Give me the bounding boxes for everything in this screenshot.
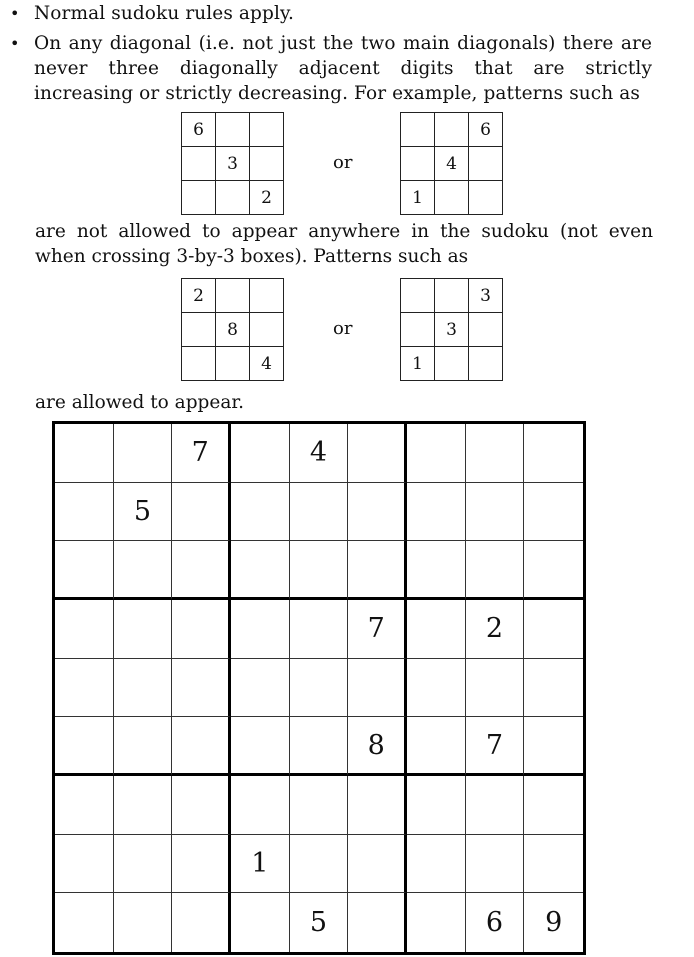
example-cell: 4 — [435, 147, 469, 181]
example-cell — [216, 279, 250, 313]
example-cell — [401, 113, 435, 147]
sudoku-cell-r1c7[interactable] — [407, 424, 466, 483]
example-row — [182, 113, 284, 147]
example-cell — [250, 313, 284, 347]
example-cell — [250, 147, 284, 181]
example-cell — [250, 113, 284, 147]
sudoku-cell-r3c1[interactable] — [55, 541, 114, 600]
sudoku-cell-r1c4[interactable] — [231, 424, 290, 483]
sudoku-cell-r3c2[interactable] — [114, 541, 173, 600]
example-cell — [435, 113, 469, 147]
example-cell — [435, 279, 469, 313]
sudoku-cell-r3c7[interactable] — [407, 541, 466, 600]
example-cell — [401, 313, 435, 347]
sudoku-cell-r8c6[interactable] — [348, 835, 407, 894]
sudoku-cell-r1c8[interactable] — [466, 424, 525, 483]
sudoku-cell-r3c4[interactable] — [231, 541, 290, 600]
not-allowed-text: are not allowed to appear anywhere in the sudoku (not even when crossing 3-by-3 boxes). Patterns such as — [35, 221, 653, 267]
example-cell: 8 — [216, 313, 250, 347]
example-row — [182, 181, 284, 215]
rule-text: Normal sudoku rules apply. — [34, 3, 295, 24]
example-row — [182, 279, 284, 313]
sudoku-cell-r6c5[interactable] — [290, 717, 349, 776]
sudoku-cell-r7c5[interactable] — [290, 776, 349, 835]
sudoku-cell-r7c7[interactable] — [407, 776, 466, 835]
sudoku-cell-r4c3[interactable] — [172, 600, 231, 659]
sudoku-cell-r2c5[interactable] — [290, 483, 349, 542]
sudoku-cell-r8c3[interactable] — [172, 835, 231, 894]
sudoku-cell-r3c6[interactable] — [348, 541, 407, 600]
example-cell: 6 — [182, 113, 216, 147]
sudoku-cell-r2c8[interactable] — [466, 483, 525, 542]
sudoku-cell-r1c1[interactable] — [55, 424, 114, 483]
sudoku-cell-r2c2[interactable]: 5 — [114, 483, 173, 542]
sudoku-cell-r2c3[interactable] — [172, 483, 231, 542]
example-cell — [469, 147, 503, 181]
sudoku-cell-r1c6[interactable] — [348, 424, 407, 483]
sudoku-cell-r2c1[interactable] — [55, 483, 114, 542]
sudoku-cell-r1c5[interactable]: 4 — [290, 424, 349, 483]
sudoku-cell-r6c4[interactable] — [231, 717, 290, 776]
example-cell — [182, 181, 216, 215]
sudoku-cell-r4c7[interactable] — [407, 600, 466, 659]
sudoku-cell-r4c5[interactable] — [290, 600, 349, 659]
sudoku-cell-r8c7[interactable] — [407, 835, 466, 894]
example-cell: 1 — [401, 181, 435, 215]
sudoku-cell-r1c2[interactable] — [114, 424, 173, 483]
example-row — [401, 181, 503, 215]
sudoku-cell-r7c1[interactable] — [55, 776, 114, 835]
sudoku-cell-r2c6[interactable] — [348, 483, 407, 542]
example-cell: 3 — [469, 279, 503, 313]
sudoku-cell-r9c9[interactable]: 9 — [545, 907, 563, 939]
example-cell: 1 — [401, 347, 435, 381]
example-allowed-1 — [181, 278, 284, 381]
sudoku-cell-r6c7[interactable] — [407, 717, 466, 776]
sudoku-cell-r9c1[interactable] — [55, 893, 114, 952]
sudoku-cell-r4c2[interactable] — [114, 600, 173, 659]
sudoku-cell-r5c7[interactable] — [407, 659, 466, 718]
sudoku-cell-r7c3[interactable] — [172, 776, 231, 835]
sudoku-cell-r8c5[interactable] — [290, 835, 349, 894]
sudoku-cell-r5c5[interactable] — [290, 659, 349, 718]
allowed-text: are allowed to appear. — [35, 392, 245, 413]
or-label: or — [333, 152, 353, 173]
sudoku-cell-r5c8[interactable] — [466, 659, 525, 718]
sudoku-cell-r6c8[interactable]: 7 — [466, 717, 525, 776]
sudoku-cell-r5c2[interactable] — [114, 659, 173, 718]
sudoku-cell-r1c9[interactable] — [524, 424, 583, 483]
example-cell: 3 — [216, 147, 250, 181]
example-cell — [182, 313, 216, 347]
sudoku-cell-r9c4[interactable] — [231, 893, 290, 952]
sudoku-cell-r4c8[interactable]: 2 — [466, 600, 525, 659]
sudoku-cell-r6c6[interactable]: 8 — [348, 717, 407, 776]
sudoku-cell-r9c2[interactable] — [114, 893, 173, 952]
example-row — [401, 347, 503, 381]
example-cell — [216, 181, 250, 215]
example-cell — [250, 279, 284, 313]
example-cell — [435, 181, 469, 215]
sudoku-cell-r7c9[interactable] — [524, 776, 583, 835]
or-label: or — [333, 318, 353, 339]
sudoku-cell-r9c6[interactable] — [348, 893, 407, 952]
sudoku-cell-r9c7[interactable] — [407, 893, 466, 952]
sudoku-cell-r3c9[interactable] — [524, 541, 583, 600]
sudoku-cell-r5c4[interactable] — [231, 659, 290, 718]
sudoku-cell-r9c8[interactable]: 6 — [466, 893, 525, 952]
sudoku-cell-r2c7[interactable] — [407, 483, 466, 542]
sudoku-cell-r7c2[interactable] — [114, 776, 173, 835]
example-cell — [435, 347, 469, 381]
sudoku-cell-r6c1[interactable] — [55, 717, 114, 776]
sudoku-cell-r5c9[interactable] — [524, 659, 583, 718]
bullet-icon: • — [10, 34, 20, 53]
sudoku-cell-r5c3[interactable] — [172, 659, 231, 718]
sudoku-cell-r4c1[interactable] — [55, 600, 114, 659]
example-cell — [216, 347, 250, 381]
example-cell: 2 — [250, 181, 284, 215]
sudoku-cell-r4c9[interactable] — [524, 600, 583, 659]
sudoku-cell-r9c5[interactable]: 5 — [290, 893, 349, 952]
sudoku-cell-r8c8[interactable] — [466, 835, 525, 894]
sudoku-cell-r7c6[interactable] — [348, 776, 407, 835]
example-not-allowed-2 — [400, 112, 503, 215]
sudoku-cell-r4c4[interactable] — [231, 600, 290, 659]
example-row — [401, 147, 503, 181]
example-cell — [469, 347, 503, 381]
example-cell — [401, 147, 435, 181]
example-cell: 6 — [469, 113, 503, 147]
bullet-icon: • — [10, 4, 20, 23]
sudoku-cell-r8c9[interactable] — [524, 835, 583, 894]
sudoku-cell-r8c4[interactable]: 1 — [231, 835, 290, 894]
sudoku-cell-r6c2[interactable] — [114, 717, 173, 776]
sudoku-cell-r6c9[interactable] — [524, 717, 583, 776]
sudoku-cell-r3c3[interactable] — [172, 541, 231, 600]
example-cell: 4 — [250, 347, 284, 381]
example-cell — [216, 113, 250, 147]
example-cell — [182, 347, 216, 381]
sudoku-cell-r4c6[interactable]: 7 — [348, 600, 407, 659]
sudoku-cell-r5c6[interactable] — [348, 659, 407, 718]
example-row — [401, 113, 503, 147]
rule-item — [10, 1, 294, 26]
example-allowed-2 — [400, 278, 503, 381]
sudoku-cell-r3c5[interactable] — [290, 541, 349, 600]
example-cell — [469, 181, 503, 215]
example-cell — [469, 313, 503, 347]
sudoku-cell-r2c4[interactable] — [231, 483, 290, 542]
sudoku-cell-r6c3[interactable] — [172, 717, 231, 776]
sudoku-cell-r7c4[interactable] — [231, 776, 290, 835]
example-cell — [182, 147, 216, 181]
sudoku-cell-r8c2[interactable] — [114, 835, 173, 894]
example-row — [182, 347, 284, 381]
sudoku-cell-r1c3[interactable]: 7 — [172, 424, 231, 483]
sudoku-cell-r7c8[interactable] — [466, 776, 525, 835]
sudoku-cell-r2c9[interactable] — [524, 483, 583, 542]
rule-text: On any diagonal (i.e. not just the two main diagonals) there are never three diagonally adjacent digits that are strictly increasing or strictly decreasing. For example, patterns such as — [34, 33, 652, 104]
sudoku-cell-r9c3[interactable] — [172, 893, 231, 952]
example-row — [182, 313, 284, 347]
example-cell: 2 — [182, 279, 216, 313]
example-not-allowed-1 — [181, 112, 284, 215]
example-row — [401, 313, 503, 347]
sudoku-grid — [52, 421, 586, 955]
sudoku-cell-r3c8[interactable] — [466, 541, 525, 600]
example-cell: 3 — [435, 313, 469, 347]
example-cell — [401, 279, 435, 313]
example-row — [401, 279, 503, 313]
rule-item — [10, 31, 670, 106]
example-row — [182, 147, 284, 181]
sudoku-cell-r8c1[interactable] — [55, 835, 114, 894]
sudoku-cell-r5c1[interactable] — [55, 659, 114, 718]
